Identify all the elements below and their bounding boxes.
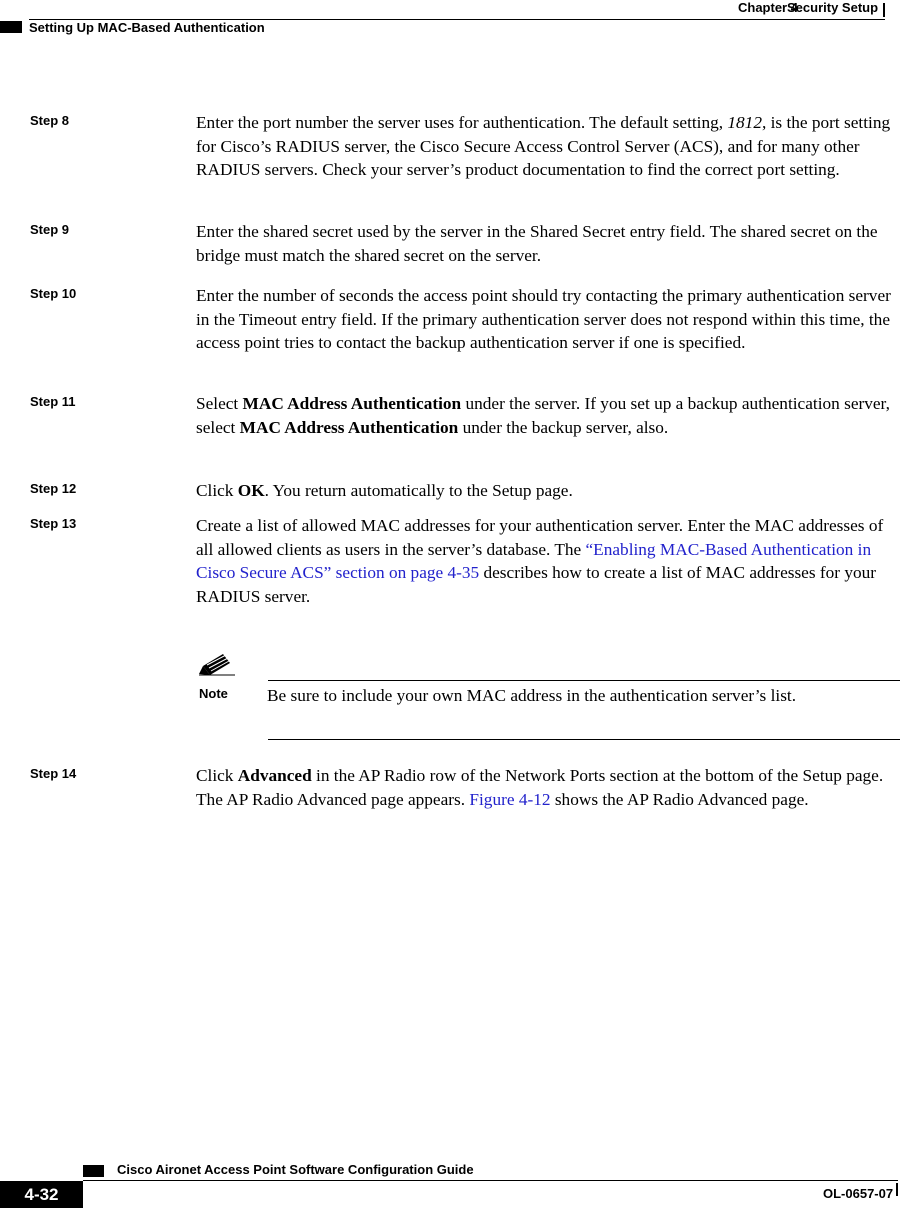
header-section-title: Setting Up MAC-Based Authentication	[29, 20, 265, 35]
text-run: Click	[196, 481, 238, 500]
text-run: Enter the number of seconds the access point should try contacting the primary authentication server in the Timeout entry field. If the primary authentication server does not respond within this time, the access point tries to contact the backup authentication server if one is specified.	[196, 286, 891, 352]
header-block	[0, 21, 22, 33]
footer-doc-number: OL-0657-07	[823, 1186, 894, 1201]
text-run: under the server. If you set up a backup authentication server, select	[196, 394, 890, 437]
text-run: under the backup server, also.	[458, 417, 669, 437]
step-label: Step 11	[30, 394, 76, 409]
cross-reference-link[interactable]: Figure 4-12	[469, 789, 551, 809]
step-label: Step 8	[30, 113, 70, 128]
step-text	[196, 764, 900, 811]
step-text	[196, 111, 900, 182]
footer-guide-title: Cisco Aironet Access Point Software Configuration Guide	[117, 1162, 474, 1177]
step-label: Step 14	[30, 766, 77, 781]
step-label: Step 12	[30, 481, 77, 496]
text-run: Enter the port number the server uses for authentication. The default setting,	[196, 113, 728, 132]
step-14	[30, 764, 900, 811]
header-end-bar	[883, 3, 885, 17]
footer-end-bar	[896, 1183, 898, 1196]
step-9	[30, 220, 900, 267]
page-number: 4-32	[0, 1181, 83, 1208]
text-run: Click	[196, 766, 238, 785]
text-run: Create a list of allowed MAC addresses for your authentication server. Enter the MAC addresses of all allowed clients as users in the server’s database. The	[196, 516, 884, 559]
text-run: . You return automatically to the Setup page.	[264, 481, 573, 500]
footer-rule	[83, 1180, 898, 1181]
text-run: describes how to create a list of MAC addresses for your RADIUS server.	[196, 563, 877, 606]
text-run: in the AP Radio row of the Network Ports section at the bottom of the Setup page. The AP Radio Advanced page appears.	[196, 766, 884, 809]
note-top-rule	[268, 680, 900, 681]
text-run: Enter the shared secret used by the server in the Shared Secret entry field. The shared secret on the bridge must match the shared secret on the server.	[196, 222, 878, 265]
step-13	[30, 514, 900, 608]
text-run: , is the port setting for Cisco’s RADIUS server, the Cisco Secure Access Control Server (ACS), and for many other RADIUS servers. Check your server’s product documentation to find the correct port setting.	[196, 113, 891, 179]
text-run: Select	[196, 394, 243, 413]
step-8	[30, 111, 900, 182]
step-text	[196, 392, 900, 439]
step-label: Step 13	[30, 516, 77, 531]
bold-term: MAC Address Authentication	[239, 417, 459, 437]
bold-term: Advanced	[237, 766, 312, 785]
note-bottom-rule	[268, 739, 900, 740]
cross-reference-link[interactable]: “Enabling MAC-Based Authentication in Cisco Secure ACS” section on page 4-35	[196, 539, 872, 582]
pencil-note-icon	[199, 650, 235, 676]
step-11	[30, 392, 900, 439]
bold-term: MAC Address Authentication	[242, 394, 462, 413]
step-10	[30, 284, 900, 355]
step-text	[196, 514, 900, 608]
step-label: Step 10	[30, 286, 77, 301]
bold-term: OK	[237, 481, 265, 500]
note-label: Note	[199, 686, 228, 701]
footer-block	[83, 1165, 104, 1177]
note-text: Be sure to include your own MAC address in the authentication server’s list.	[267, 686, 797, 705]
step-text	[196, 479, 900, 503]
italic-value: 1812	[727, 113, 762, 132]
text-run: shows the AP Radio Advanced page.	[550, 789, 809, 809]
header-chapter: Chapter 4	[738, 0, 798, 15]
step-12	[30, 479, 900, 503]
header-chapter-title: Security Setup	[787, 0, 879, 15]
step-text	[196, 284, 900, 355]
step-text	[196, 220, 900, 267]
step-label: Step 9	[30, 222, 70, 237]
